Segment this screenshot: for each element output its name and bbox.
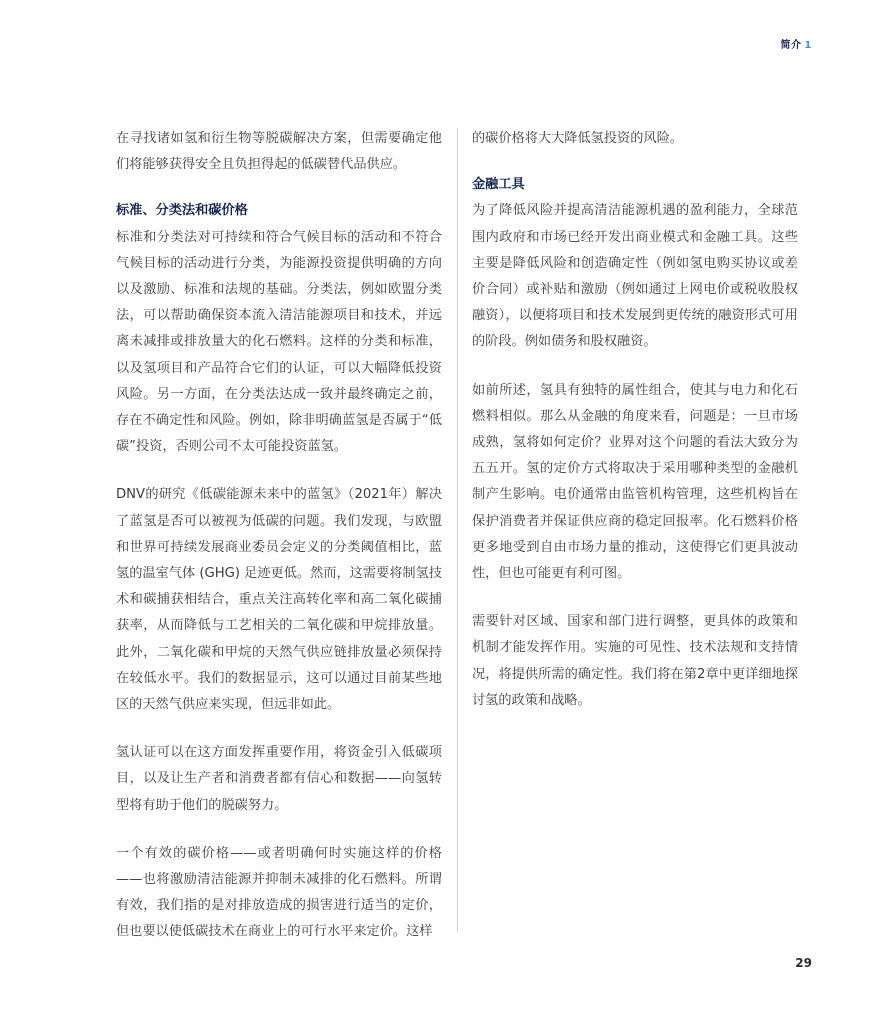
paragraph: 氢认证可以在这方面发挥重要作用，将资金引入低碳项目，以及让生产者和消费者都有信心和数据——向氢转型将有助于他们的脱碳努力。 <box>116 745 442 813</box>
right-column <box>472 126 798 736</box>
page-number: 29 <box>795 956 812 970</box>
column-divider <box>457 128 458 932</box>
section-heading: 金融工具 <box>472 177 525 193</box>
paragraph: 一个有效的碳价格——或者明确何时实施这样的价格——也将激励清洁能源并抑制未减排的化石燃料。所谓有效，我们指的是对排放造成的损害进行适当的定价，但也要以使低碳技术在商业上的可行水平来定价。这样 <box>116 845 442 940</box>
paragraph: 为了降低风险并提高清洁能源机遇的盈利能力，全球范围内政府和市场已经开发出商业模式和金融工具。这些主要是降低风险和创造确定性（例如氢电购买协议或差价合同）或补贴和激励（例如通过上网电价或税收股权融资），以便将项目和技术发展到更传统的融资形式可用的阶段。例如债务和股权融资。 <box>472 203 798 350</box>
paragraph: 需要针对区域、国家和部门进行调整，更具体的政策和机制才能发挥作用。实施的可见性、技术法规和支持情况，将提供所需的确定性。我们将在第2章中更详细地探讨氢的政策和战略。 <box>472 614 798 708</box>
paragraph: DNV的研究《低碳能源未来中的蓝氢》（2021年）解决了蓝氢是否可以被视为低碳的问题。我们发现，与欧盟和世界可持续发展商业委员会定义的分类阈值相比，蓝氢的温室气体 (GHG) 足迹更低。然而，这需要将制氢技术和碳捕获相结合，重点关注高转化率和高二氧化碳捕获率，从而降低与工艺相关的二氧化碳和甲烷排放量。此外，二氧化碳和甲烷的天然气供应链排放量必须保持在较低水平。我们的数据显示，这可以通过目前某些地区的天然气供应来实现，但远非如此。 <box>116 487 442 713</box>
paragraph: 在寻找诸如氢和衍生物等脱碳解决方案，但需要确定他们将能够获得安全且负担得起的低碳替代品供应。 <box>116 131 442 173</box>
paragraph: 如前所述，氢具有独特的属性组合，使其与电力和化石燃料相似。那么从金融的角度来看，问题是：一旦市场成熟，氢将如何定价？业界对这个问题的看法大致分为五五开。氢的定价方式将取决于采用哪种类型的金融机制产生影响。电价通常由监管机构管理，这些机构旨在保护消费者并保证供应商的稳定回报率。化石燃料价格更多地受到自由市场力量的推动，这使得它们更具波动性，但也可能更有利可图。 <box>472 382 798 582</box>
section-title: 简介 <box>780 40 802 51</box>
left-column <box>116 126 442 968</box>
running-header <box>781 36 812 51</box>
section-heading: 标准、分类法和碳价格 <box>116 203 248 219</box>
section-number: 1 <box>804 40 812 51</box>
paragraph: 标准和分类法对可持续和符合气候目标的活动和不符合气候目标的活动进行分类，为能源投资提供明确的方向以及激励、标准和法规的基础。分类法，例如欧盟分类法，可以帮助确保资本流入清洁能源项目和技术，并远离未减排或排放量大的化石燃料。这样的分类和标准，以及氢项目和产品符合它们的认证，可以大幅降低投资风险。另一方面，在分类法达成一致并最终确定之前，存在不确定性和风险。例如，除非明确蓝氢是否属于“低碳”投资，否则公司不太可能投资蓝氢。 <box>116 229 442 455</box>
paragraph: 的碳价格将大大降低氢投资的风险。 <box>472 131 683 146</box>
